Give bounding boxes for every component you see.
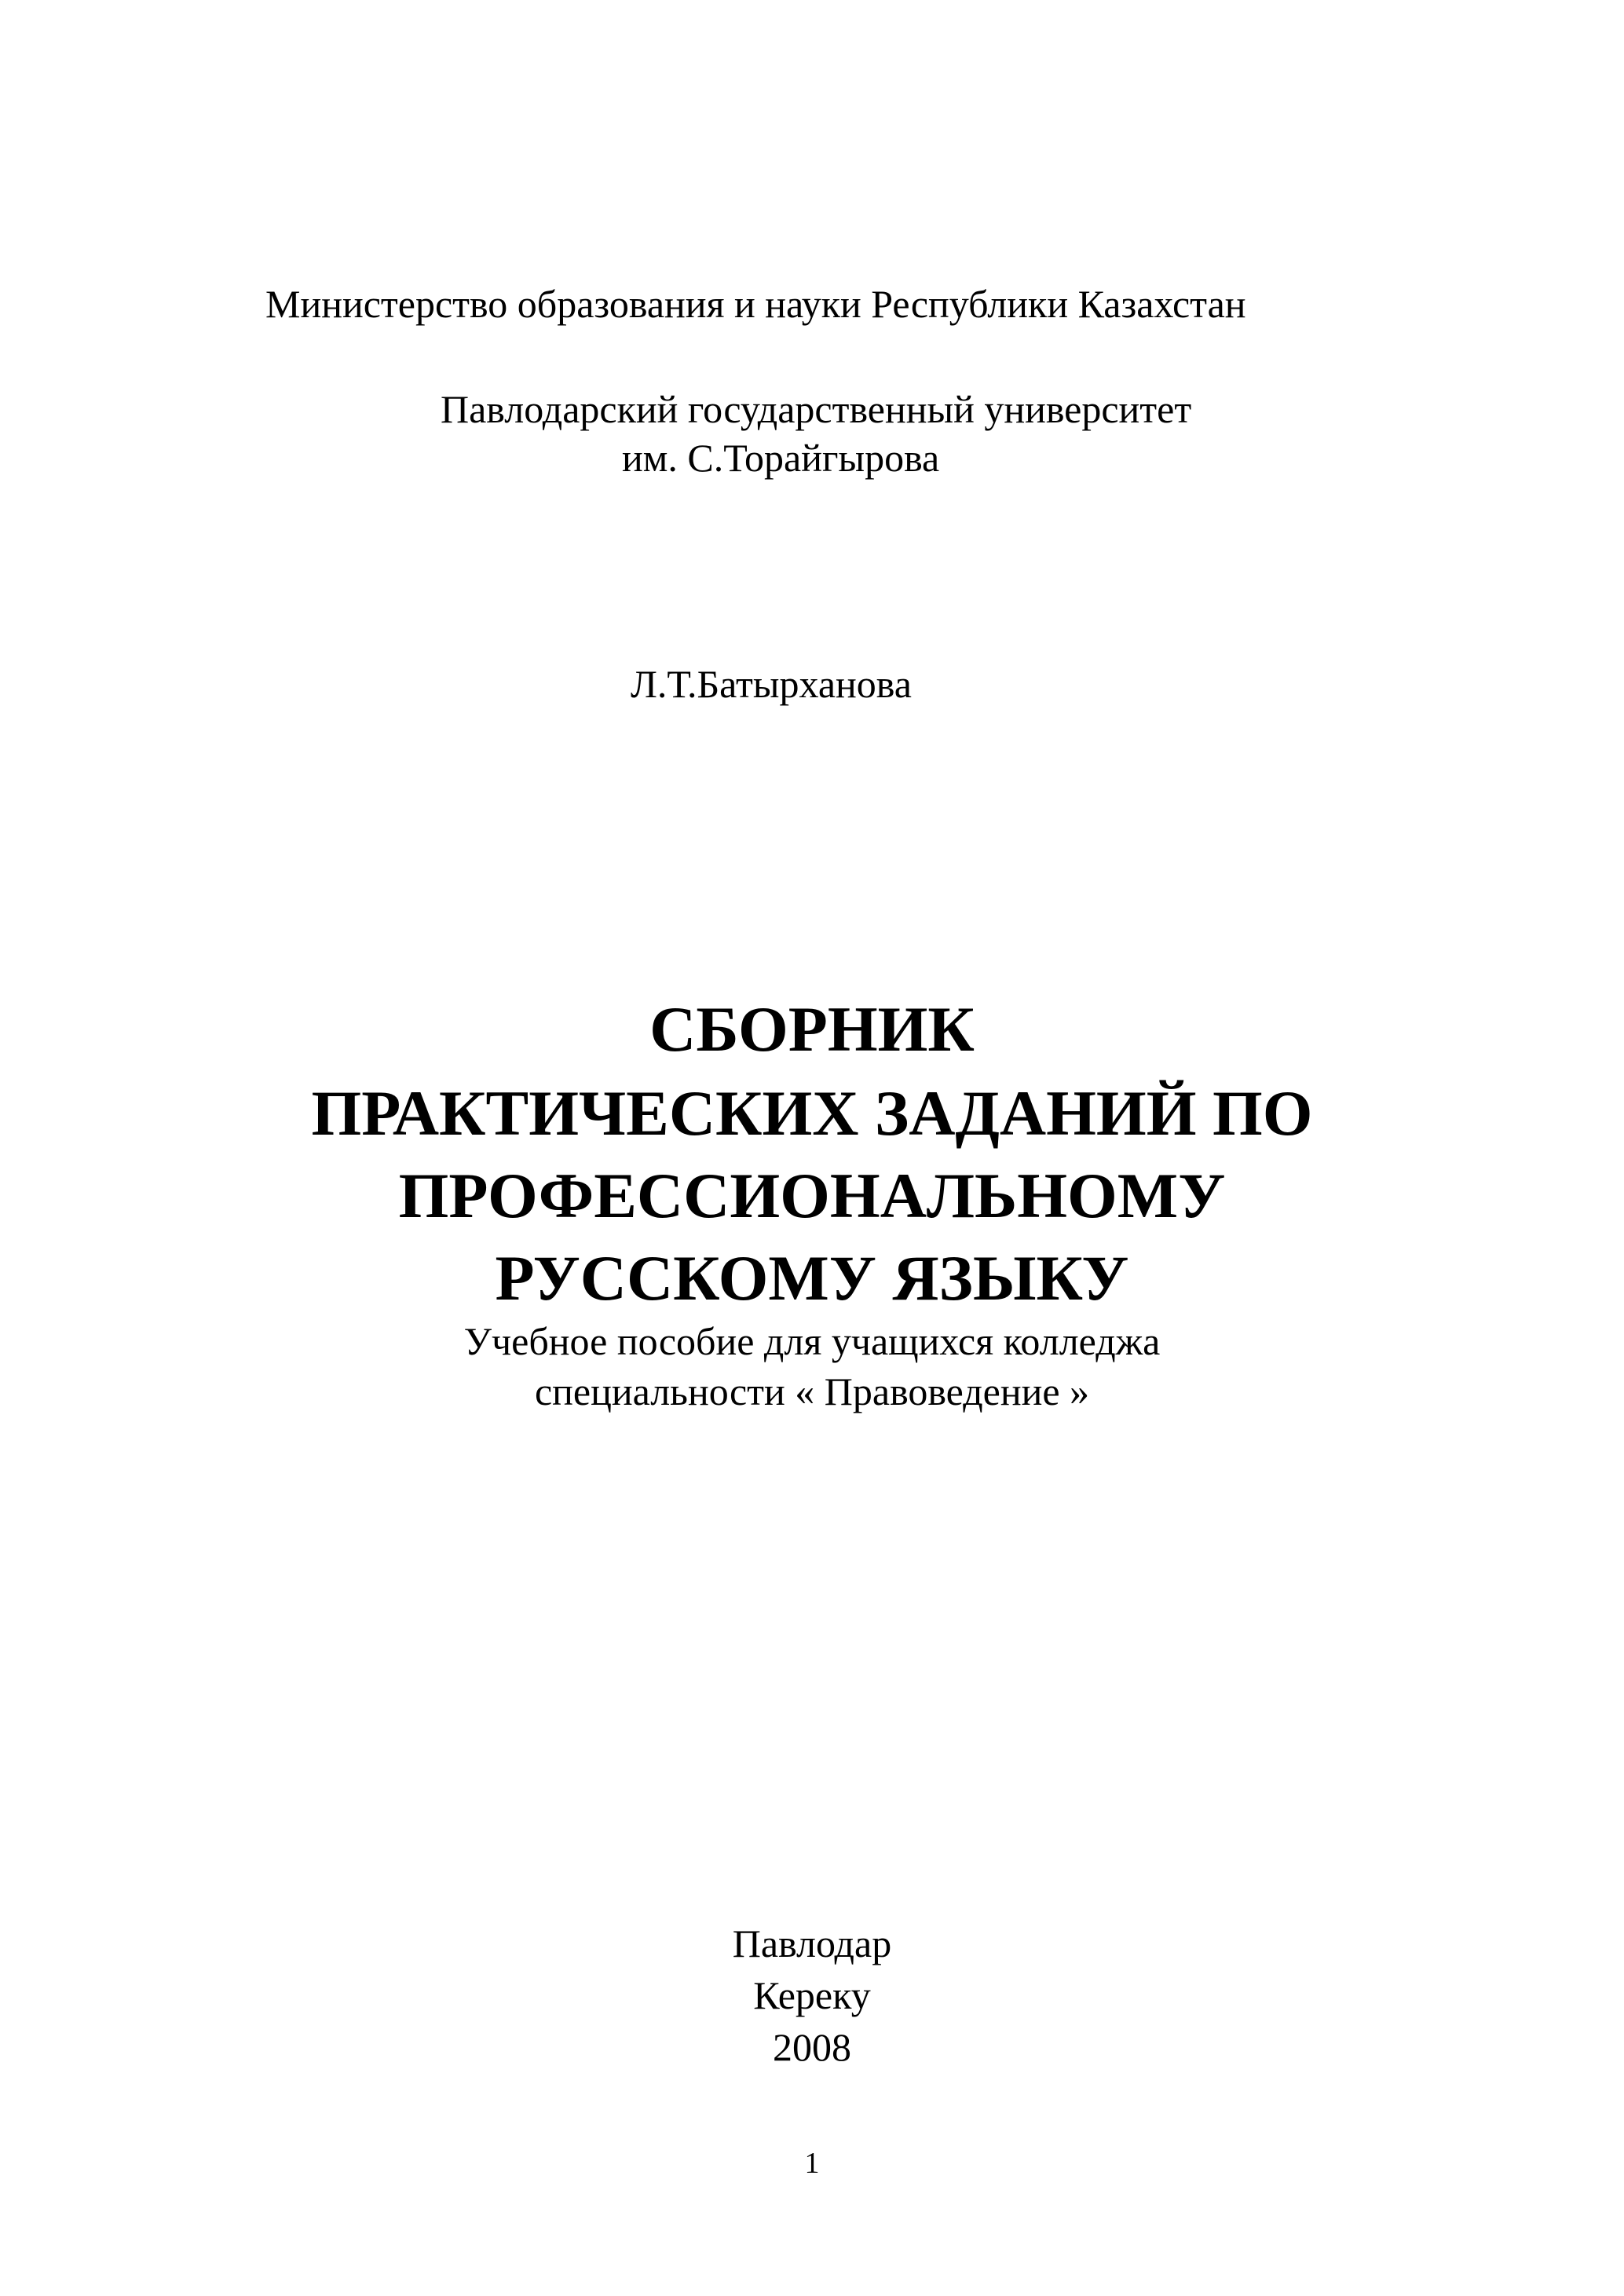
title-line-4: РУССКОМУ ЯЗЫКУ: [495, 1242, 1129, 1314]
subtitle-line-2: специальности « Правоведение »: [534, 1369, 1090, 1413]
imprint-city: Павлодар: [732, 1921, 892, 1965]
title-line-1: СБОРНИК: [649, 993, 975, 1065]
subtitle-line-1: Учебное пособие для учащихся колледжа: [463, 1319, 1161, 1363]
page-number: 1: [804, 2147, 820, 2180]
title-line-2: ПРАКТИЧЕСКИХ ЗАДАНИЙ ПО: [311, 1077, 1313, 1149]
university-line: Павлодарский государственный университет: [441, 387, 1192, 431]
title-line-3: ПРОФЕССИОНАЛЬНОМУ: [398, 1160, 1226, 1231]
imprint-year: 2008: [773, 2025, 851, 2069]
imprint-publisher: Кереку: [753, 1973, 871, 2017]
ministry-line: Министерство образования и науки Республики Казахстан: [265, 282, 1246, 326]
author-name: Л.Т.Батырханова: [631, 662, 912, 706]
university-name-line: им. С.Торайгырова: [622, 436, 940, 480]
